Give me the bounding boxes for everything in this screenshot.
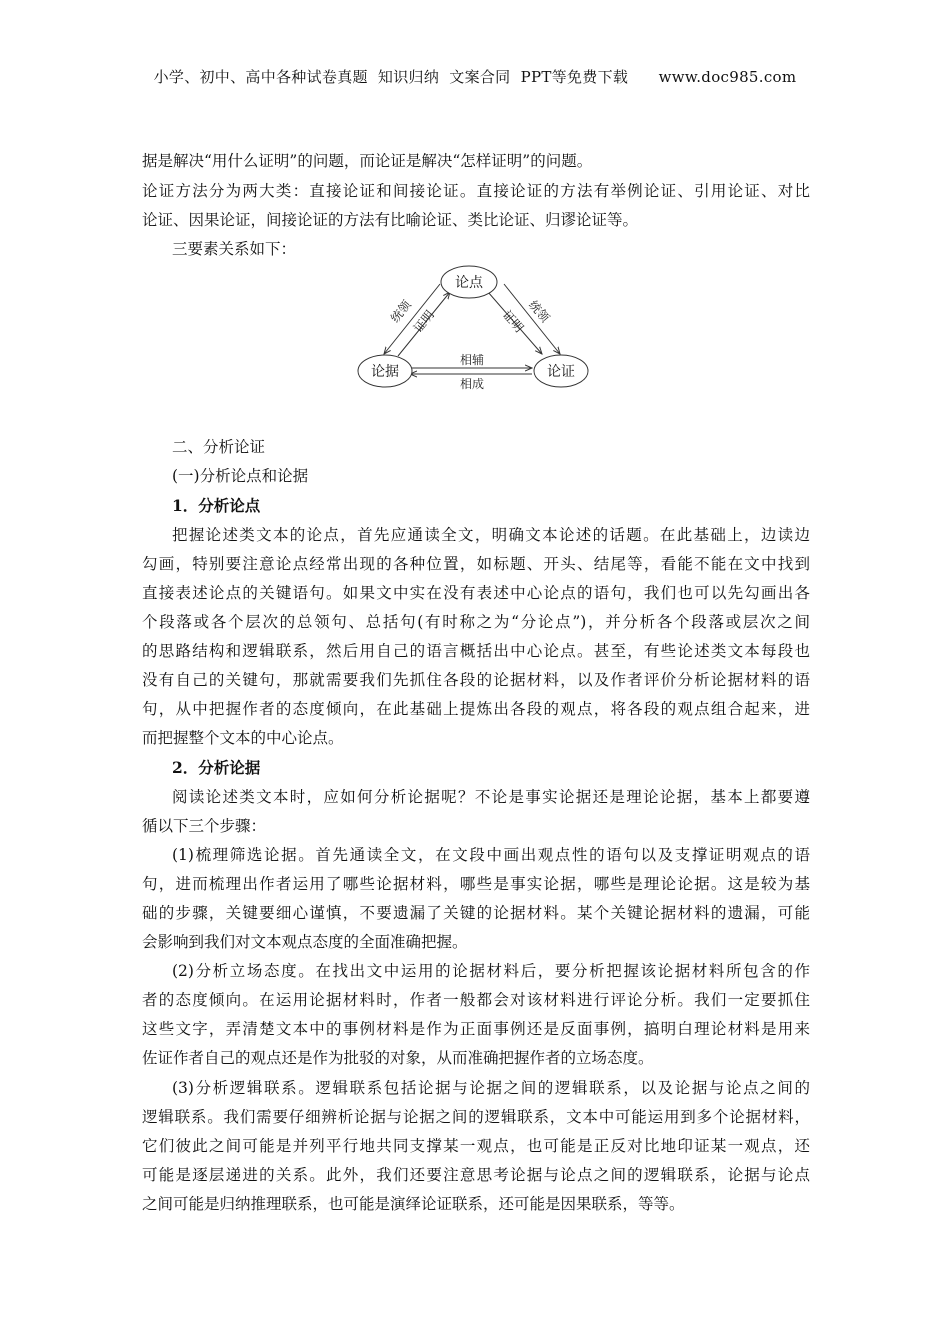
intro-line-2: 论证方法分为两大类：直接论证和间接论证。直接论证的方法有举例论证、引用论证、对比 bbox=[142, 182, 810, 200]
p1-line: 的思路结构和逻辑联系，然后用自己的语言概括出中心论点。甚至，有些论述类文本每段也 bbox=[142, 642, 810, 660]
p1-line: 没有自己的关键句，那就需要我们先抓住各段的论据材料，以及作者评价分析论据材料的语 bbox=[142, 671, 810, 689]
p5-line: 可能是逐层递进的关系。此外，我们还要注意思考论据与论点之间的逻辑联系，论据与论点 bbox=[142, 1166, 810, 1184]
p2-line: 循以下三个步骤： bbox=[142, 817, 267, 835]
p1-line: 个段落或各个层次的总领句、总括句(有时称之为“分论点”)，并分析各个段落或层次之间 bbox=[142, 613, 810, 631]
label-bottom-bottom: 相成 bbox=[459, 377, 485, 391]
page-header: 小学、初中、高中各种试卷真题 知识归纳 文案合同 PPT等免费下载 www.doc985.com bbox=[153, 68, 797, 86]
intro-line-3: 论证、因果论证，间接论证的方法有比喻论证、类比论证、归谬论证等。 bbox=[142, 211, 639, 229]
intro-line-4: 三要素关系如下： bbox=[172, 240, 297, 258]
section-heading: 二、分析论证 bbox=[172, 438, 266, 456]
item-2-title: 2．分析论据 bbox=[172, 758, 261, 777]
three-elements-diagram bbox=[352, 262, 602, 402]
label-bottom-top: 相辅 bbox=[459, 353, 485, 367]
p5-line: (3)分析逻辑联系。逻辑联系包括论据与论据之间的逻辑联系，以及论据与论点之间的 bbox=[172, 1079, 810, 1097]
p5-line: 它们彼此之间可能是并列平行地共同支撑某一观点，也可能是正反对比地印证某一观点，还 bbox=[142, 1137, 810, 1155]
label-right-inner: 证明 bbox=[499, 307, 527, 336]
p3-line: 会影响到我们对文本观点态度的全面准确把握。 bbox=[142, 933, 468, 951]
node-lunju: 论据 bbox=[371, 364, 399, 380]
subsection-heading: (一)分析论点和论据 bbox=[172, 467, 309, 485]
p4-line: (2)分析立场态度。在找出文中运用的论据材料后，要分析把握该论据材料所包含的作 bbox=[172, 962, 810, 980]
p4-line: 佐证作者自己的观点还是作为批驳的对象，从而准确把握作者的立场态度。 bbox=[142, 1049, 654, 1067]
p2-line: 阅读论述类文本时，应如何分析论据呢？不论是事实论据还是理论论据，基本上都要遵 bbox=[172, 788, 810, 806]
p5-line: 逻辑联系。我们需要仔细辨析论据与论据之间的逻辑联系，文本中可能运用到多个论据材料， bbox=[142, 1108, 810, 1126]
item-1-title: 1．分析论点 bbox=[172, 496, 261, 515]
p1-line: 直接表述论点的关键语句。如果文中实在没有表述中心论点的语句，我们也可以先勾画出各 bbox=[142, 584, 810, 602]
p3-line: (1)梳理筛选论据。首先通读全文，在文段中画出观点性的语句以及支撑证明观点的语 bbox=[172, 846, 810, 864]
p1-line: 勾画，特别要注意论点经常出现的各种位置，如标题、开头、结尾等，看能不能在文中找到 bbox=[142, 555, 810, 573]
p1-line: 把握论述类文本的论点，首先应通读全文，明确文本论述的话题。在此基础上，边读边 bbox=[172, 526, 810, 544]
node-lunzheng: 论证 bbox=[547, 364, 575, 380]
p4-line: 者的态度倾向。在运用论据材料时，作者一般都会对该材料进行评论分析。我们一定要抓住 bbox=[142, 991, 810, 1009]
p3-line: 句，进而梳理出作者运用了哪些论据材料，哪些是事实论据，哪些是理论论据。这是较为基 bbox=[142, 875, 810, 893]
p3-line: 础的步骤，关键要细心谨慎，不要遗漏了关键的论据材料。某个关键论据材料的遗漏，可能 bbox=[142, 904, 810, 922]
intro-line-1: 据是解决“用什么证明”的问题，而论证是解决“怎样证明”的问题。 bbox=[142, 152, 593, 170]
label-left-outer: 统领 bbox=[387, 297, 414, 326]
p1-line: 句，从中把握作者的态度倾向，在此基础上提炼出各段的观点，将各段的观点组合起来，进 bbox=[142, 700, 810, 718]
label-left-inner: 证明 bbox=[410, 307, 437, 336]
node-lundian: 论点 bbox=[455, 275, 483, 291]
p5-line: 之间可能是归纳推理联系，也可能是演绎论证联系，还可能是因果联系，等等。 bbox=[142, 1195, 685, 1213]
p4-line: 这些文字，弄清楚文本中的事例材料是作为正面事例还是反面事例，搞明白理论材料是用来 bbox=[142, 1020, 810, 1038]
p1-line: 而把握整个文本的中心论点。 bbox=[142, 729, 344, 747]
label-right-outer: 统领 bbox=[525, 297, 553, 326]
